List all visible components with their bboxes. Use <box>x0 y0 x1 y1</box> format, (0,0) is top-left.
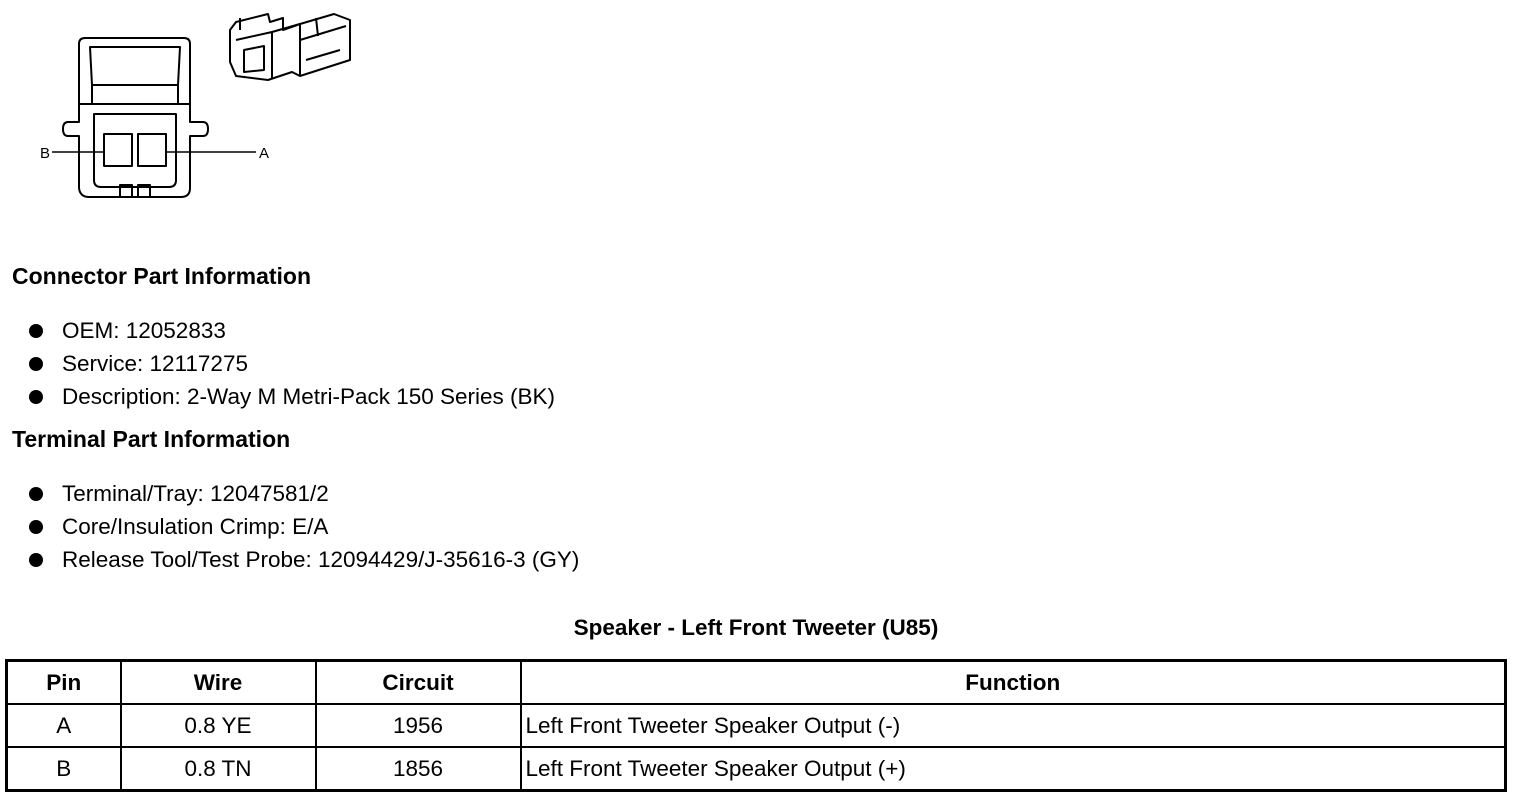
header-function: Function <box>521 661 1506 705</box>
list-item <box>0 543 579 576</box>
pin-a-cavity <box>138 134 166 166</box>
table-row <box>7 704 1506 747</box>
pin-label-b: B <box>40 145 51 162</box>
connector-part-info-heading: Connector Part Information <box>12 263 312 289</box>
connector-part-list <box>0 314 555 413</box>
list-item <box>0 347 555 380</box>
list-item <box>0 510 579 543</box>
bullet-icon <box>29 390 43 404</box>
table-header-row <box>7 661 1506 705</box>
cell-circuit: 1956 <box>316 704 521 747</box>
table-title: Speaker - Left Front Tweeter (U85) <box>573 615 939 640</box>
table-row <box>7 747 1506 791</box>
cell-pin: B <box>7 747 121 791</box>
connector-service: Service: 12117275 <box>62 351 248 376</box>
bullet-icon <box>29 487 43 501</box>
cell-function: Left Front Tweeter Speaker Output (+) <box>521 747 1506 791</box>
connector-cavity <box>94 114 176 187</box>
pinout-table <box>5 659 1507 792</box>
terminal-tray: Terminal/Tray: 12047581/2 <box>62 481 329 506</box>
terminal-part-info-heading: Terminal Part Information <box>12 426 291 452</box>
pin-b-cavity <box>104 134 132 166</box>
header-wire: Wire <box>121 661 316 705</box>
bullet-icon <box>29 357 43 371</box>
connector-description: Description: 2-Way M Metri-Pack 150 Series (BK) <box>62 384 556 409</box>
list-item <box>0 477 579 510</box>
list-item <box>0 380 555 413</box>
bullet-icon <box>29 553 43 567</box>
terminal-release-tool: Release Tool/Test Probe: 12094429/J-35616-3 (GY) <box>62 547 580 572</box>
bullet-icon <box>29 520 43 534</box>
connector-diagram <box>0 0 380 215</box>
cell-wire: 0.8 TN <box>121 747 316 791</box>
terminal-crimp: Core/Insulation Crimp: E/A <box>62 514 329 539</box>
pin-label-a: A <box>259 145 270 162</box>
list-item <box>0 314 555 347</box>
cell-circuit: 1856 <box>316 747 521 791</box>
cell-pin: A <box>7 704 121 747</box>
connector-isometric <box>230 14 350 80</box>
connector-oem: OEM: 12052833 <box>62 318 226 343</box>
cell-wire: 0.8 YE <box>121 704 316 747</box>
connector-latch <box>90 47 180 85</box>
header-pin: Pin <box>7 661 121 705</box>
cell-function: Left Front Tweeter Speaker Output (-) <box>521 704 1506 747</box>
header-circuit: Circuit <box>316 661 521 705</box>
bullet-icon <box>29 324 43 338</box>
connector-face-outline <box>63 38 208 197</box>
terminal-part-list <box>0 477 579 576</box>
